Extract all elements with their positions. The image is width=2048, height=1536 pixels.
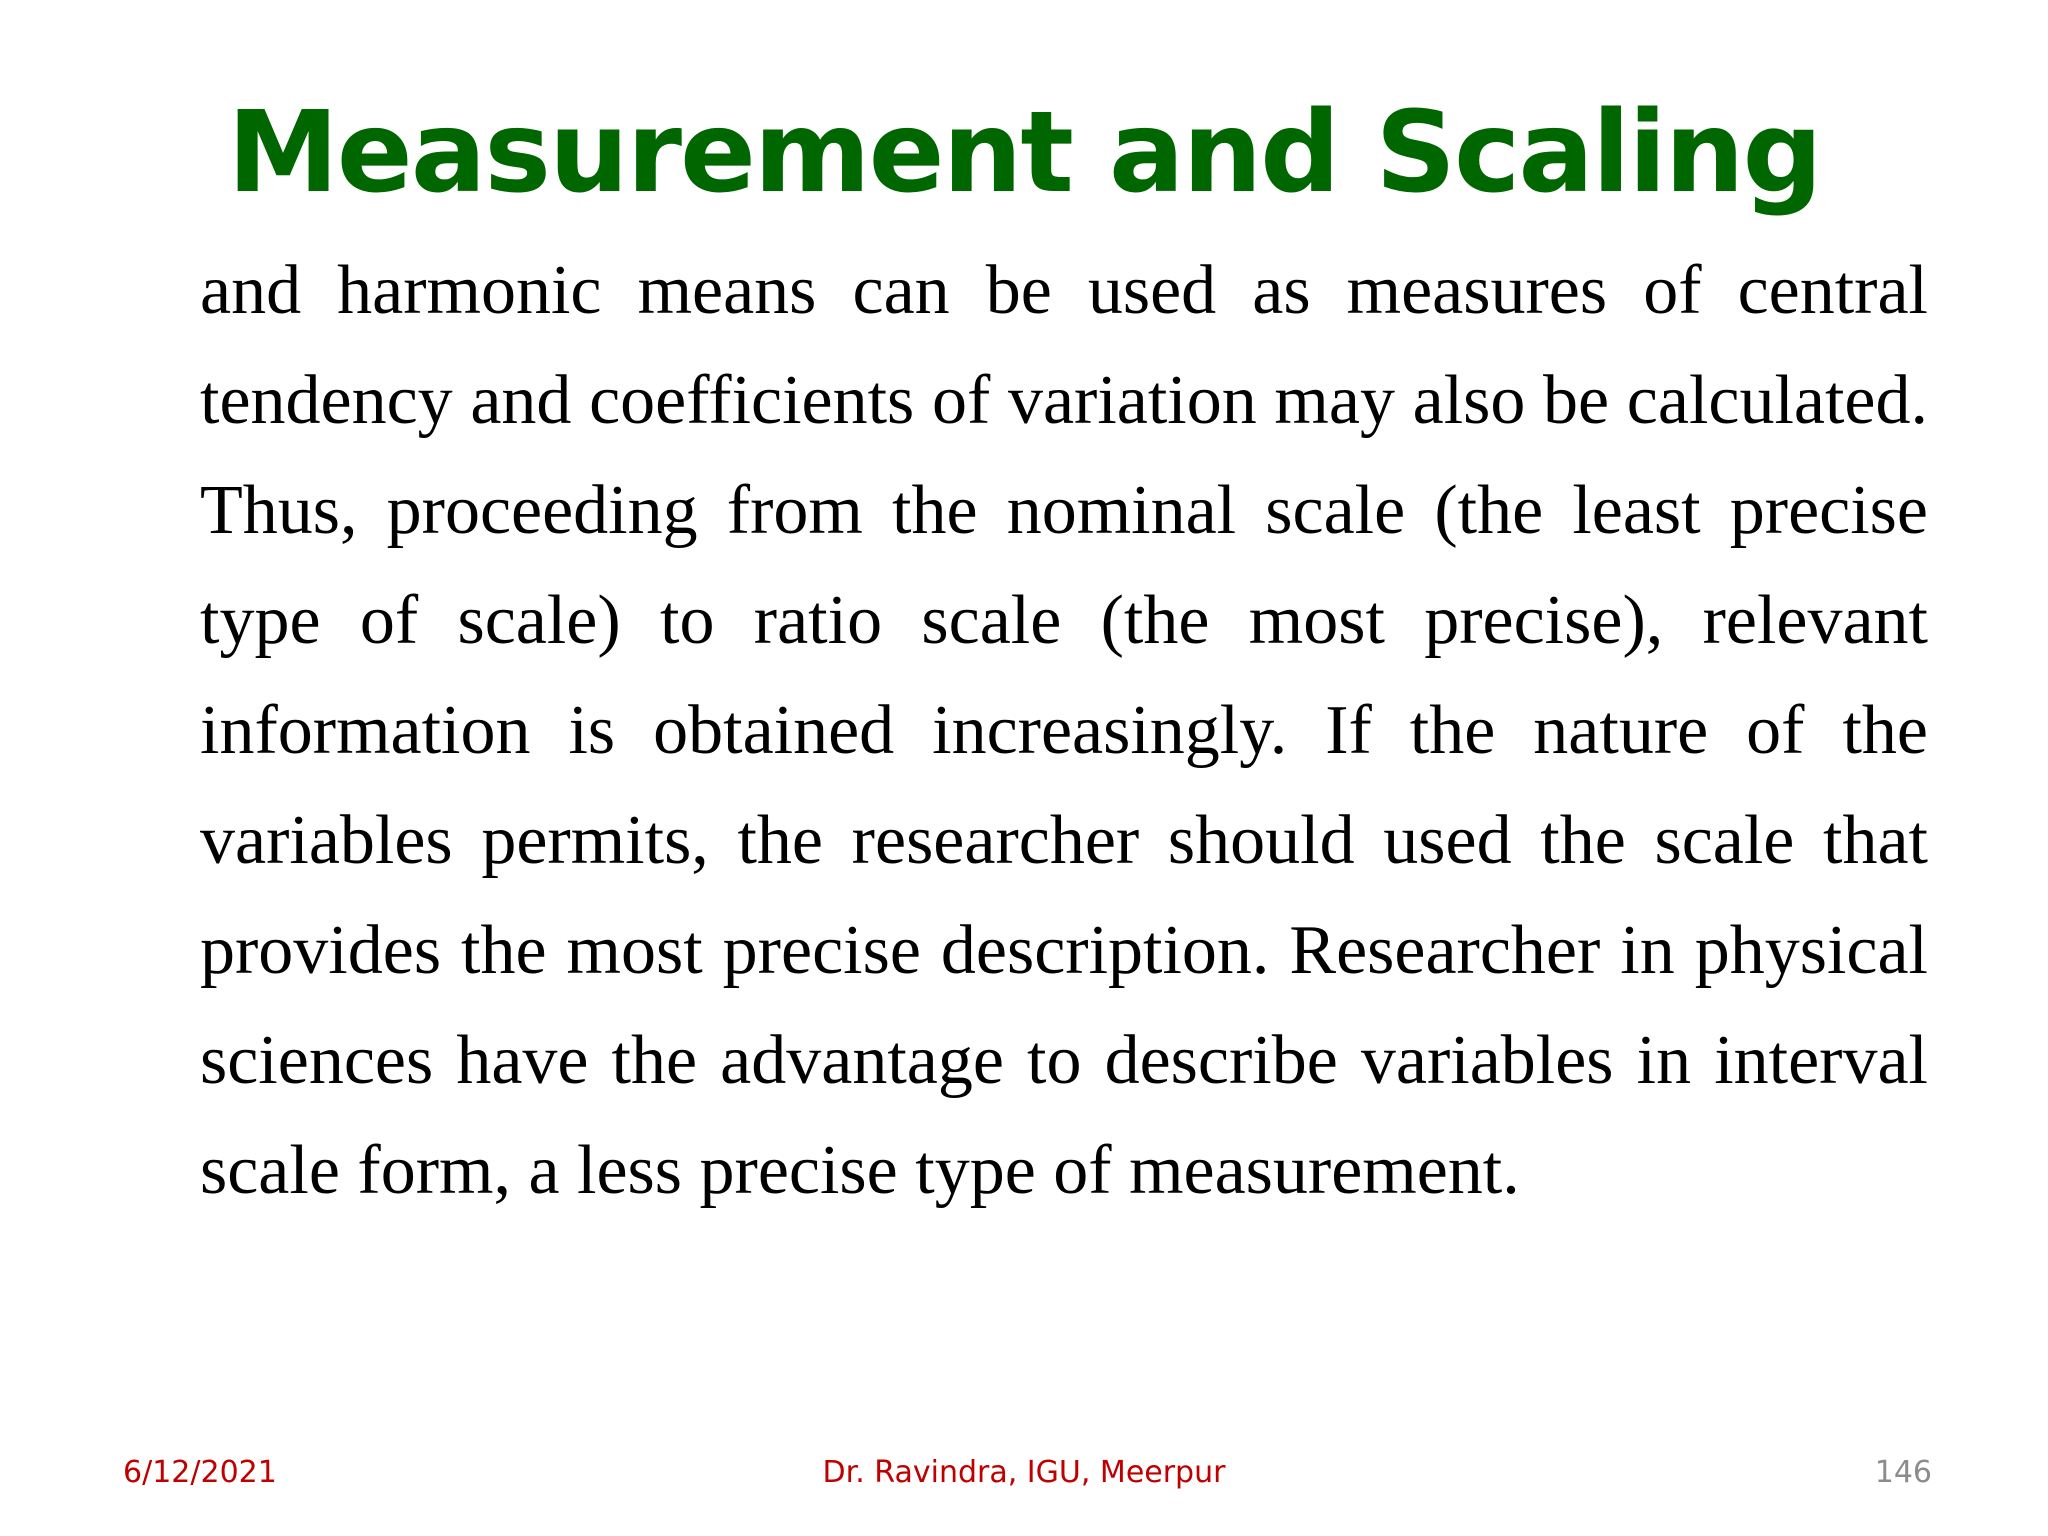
page-number: 146 <box>1874 1455 1932 1490</box>
slide-title: Measurement and Scaling <box>227 88 1821 218</box>
footer-author: Dr. Ravindra, IGU, Meerpur <box>822 1455 1226 1490</box>
footer-date: 6/12/2021 <box>123 1455 277 1490</box>
slide-body-text: and harmonic means can be used as measures of central tendency and coefficients of variation may also be calculated. Thus, proceeding from the nominal scale (the least precise type of scale) to ratio scale (the most precise), relevant information is obtained increasingly. If the nature of the variables permits, the researcher should used the scale that provides the most precise description. Researcher in physical sciences have the advantage to describe variables in interval scale form, a less precise type of measurement. <box>200 252 1928 1209</box>
